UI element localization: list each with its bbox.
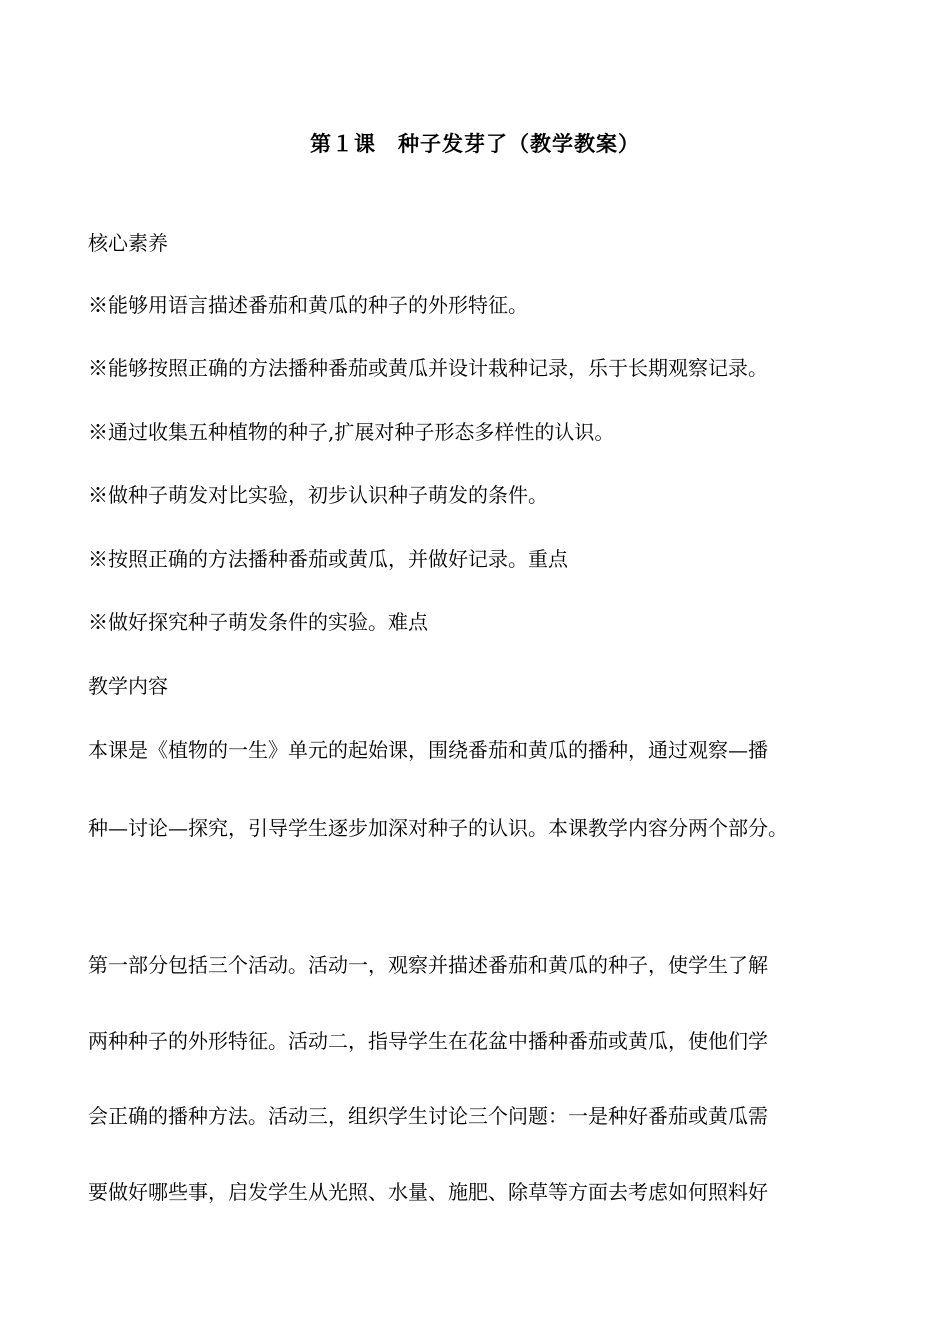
paragraph-line: 两种种子的外形特征。活动二，指导学生在花盆中播种番茄或黄瓜，使他们学: [88, 1029, 768, 1053]
list-item: ※按照正确的方法播种番茄或黄瓜，并做好记录。重点: [88, 547, 568, 571]
list-item: ※能够按照正确的方法播种番茄或黄瓜并设计栽种记录，乐于长期观察记录。: [88, 356, 768, 380]
paragraph-line: 本课是《植物的一生》单元的起始课，围绕番茄和黄瓜的播种，通过观察—播: [88, 738, 768, 762]
paragraph-line: 第一部分包括三个活动。活动一，观察并描述番茄和黄瓜的种子，使学生了解: [88, 953, 768, 977]
page-title: 第１课 种子发芽了（教学教案）: [310, 131, 640, 156]
paragraph-line: 会正确的播种方法。活动三，组织学生讨论三个问题：一是种好番茄或黄瓜需: [88, 1104, 768, 1128]
section-heading-core-literacy: 核心素养: [88, 231, 168, 255]
list-item: ※做好探究种子萌发条件的实验。难点: [88, 610, 428, 634]
paragraph-line: 要做好哪些事，启发学生从光照、水量、施肥、除草等方面去考虑如何照料好: [88, 1180, 768, 1204]
list-item: ※做种子萌发对比实验，初步认识种子萌发的条件。: [88, 483, 548, 507]
paragraph-line: 种—讨论—探究，引导学生逐步加深对种子的认识。本课教学内容分两个部分。: [88, 816, 788, 840]
list-item: ※通过收集五种植物的种子,扩展对种子形态多样性的认识。: [88, 420, 615, 444]
section-heading-teaching-content: 教学内容: [88, 674, 168, 698]
list-item: ※能够用语言描述番茄和黄瓜的种子的外形特征。: [88, 293, 528, 317]
